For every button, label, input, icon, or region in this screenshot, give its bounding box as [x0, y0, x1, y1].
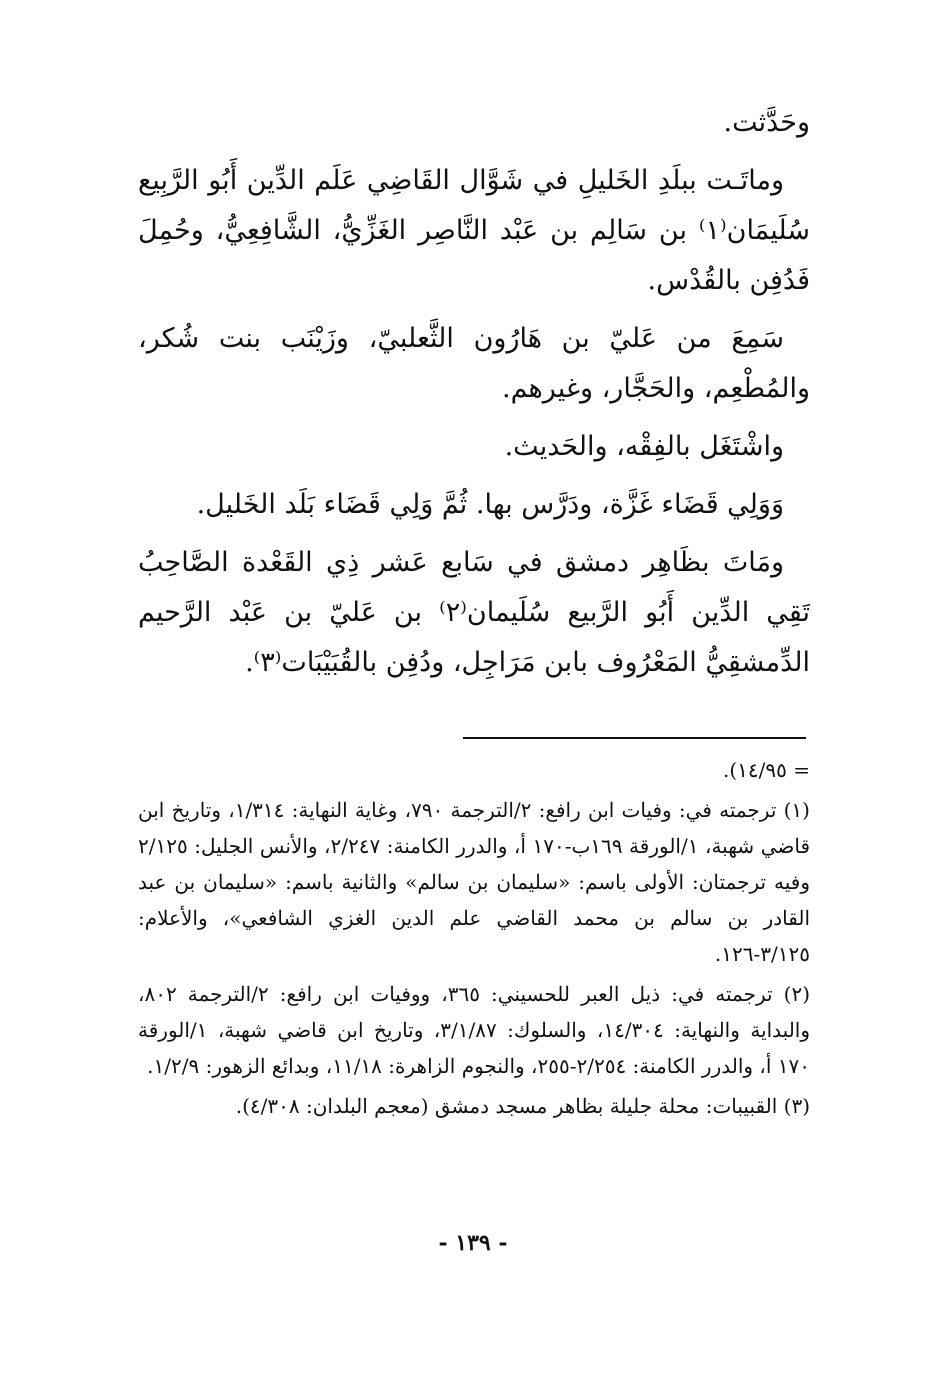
footnote-continuation: = ١٤/٩٥). — [722, 758, 810, 782]
footnote-2: (٢) ترجمته في: ذيل العبر للحسيني: ٣٦٥، ووفيات ابن رافع: ٢/الترجمة ٨٠٢، والبداية والنهاية: ١٤/٣٠٤، والسلوك: ٣/١/٨٧، وتاريخ ابن قاضي شهبة، ١/الورقة ١٧٠ أ، والدرر الكامنة: ٢/٢٥٤-٢٥٥، والنجوم الزاهرة: ١١/١٨، وبدائع الزهور: ١/٢/٩. — [138, 982, 811, 1078]
paragraph-1: وحَدَّثت. — [723, 107, 810, 138]
footnote-divider — [463, 737, 806, 739]
footnote-3: (٣) القبيبات: محلة جليلة بظاهر مسجد دمشق (معجم البلدان: ٤/٣٠٨). — [235, 1094, 810, 1118]
main-text — [138, 98, 810, 696]
footnotes — [138, 752, 810, 1128]
page-number: - ١٣٩ - — [438, 1230, 508, 1256]
paragraph-2: وماتَـت ببلَدِ الخَليلِ في شَوَّال القَاضِي عَلَم الدِّين أَبُو الرَّبِيع سُلَيمَان⁽١⁾ بن سَالِم بن عَبْد النَّاصِر الغَزِّيُّ، الشَّافِعِيُّ، وحُمِلَ فَدُفِن بالقُدْس. — [138, 165, 810, 296]
paragraph-3: سَمِعَ من عَليّ بن هَارُون الثَّعلبيّ، وزَيْنَب بنت شُكر، والمُطْعِم، والحَجَّار، وغيرهم. — [138, 323, 810, 404]
footnote-1: (١) ترجمته في: وفيات ابن رافع: ٢/الترجمة ٧٩٠، وغاية النهاية: ١/٣١٤، وتاريخ ابن قاضي شهبة، ١/الورقة ١٦٩ب-١٧٠ أ، والدرر الكامنة: ٢/٢٤٧، والأنس الجليل: ٢/١٢٥ وفيه ترجمتان: الأولى باسم: «سليمان بن سالم» والثانية باسم: «سليمان بن عبد القادر بن سالم بن محمد القاضي علم الدين الغزي الشافعي»، والأعلام: ٣/١٢٥-١٢٦. — [138, 798, 811, 966]
paragraph-4: واشْتَغَل بالفِقْه، والحَديث. — [504, 431, 784, 462]
paragraph-6: ومَاتَ بظَاهِر دمشق في سَابع عَشر ذِي القَعْدة الصَّاحِبُ تَقِي الدِّين أَبُو الرَّبيع سُلَيمان⁽٢⁾ بن عَليّ بن عَبْد الرَّحيم الدِّمشقِيُّ المَعْرُوف بابن مَرَاجِل، ودُفِن بالقُبَيْبَات⁽٣⁾. — [138, 547, 810, 678]
paragraph-5: وَوَلِي قَضَاء غَزَّة، ودَرَّس بها. ثُمَّ وَلِي قَضَاء بَلَد الخَليل. — [196, 489, 784, 520]
